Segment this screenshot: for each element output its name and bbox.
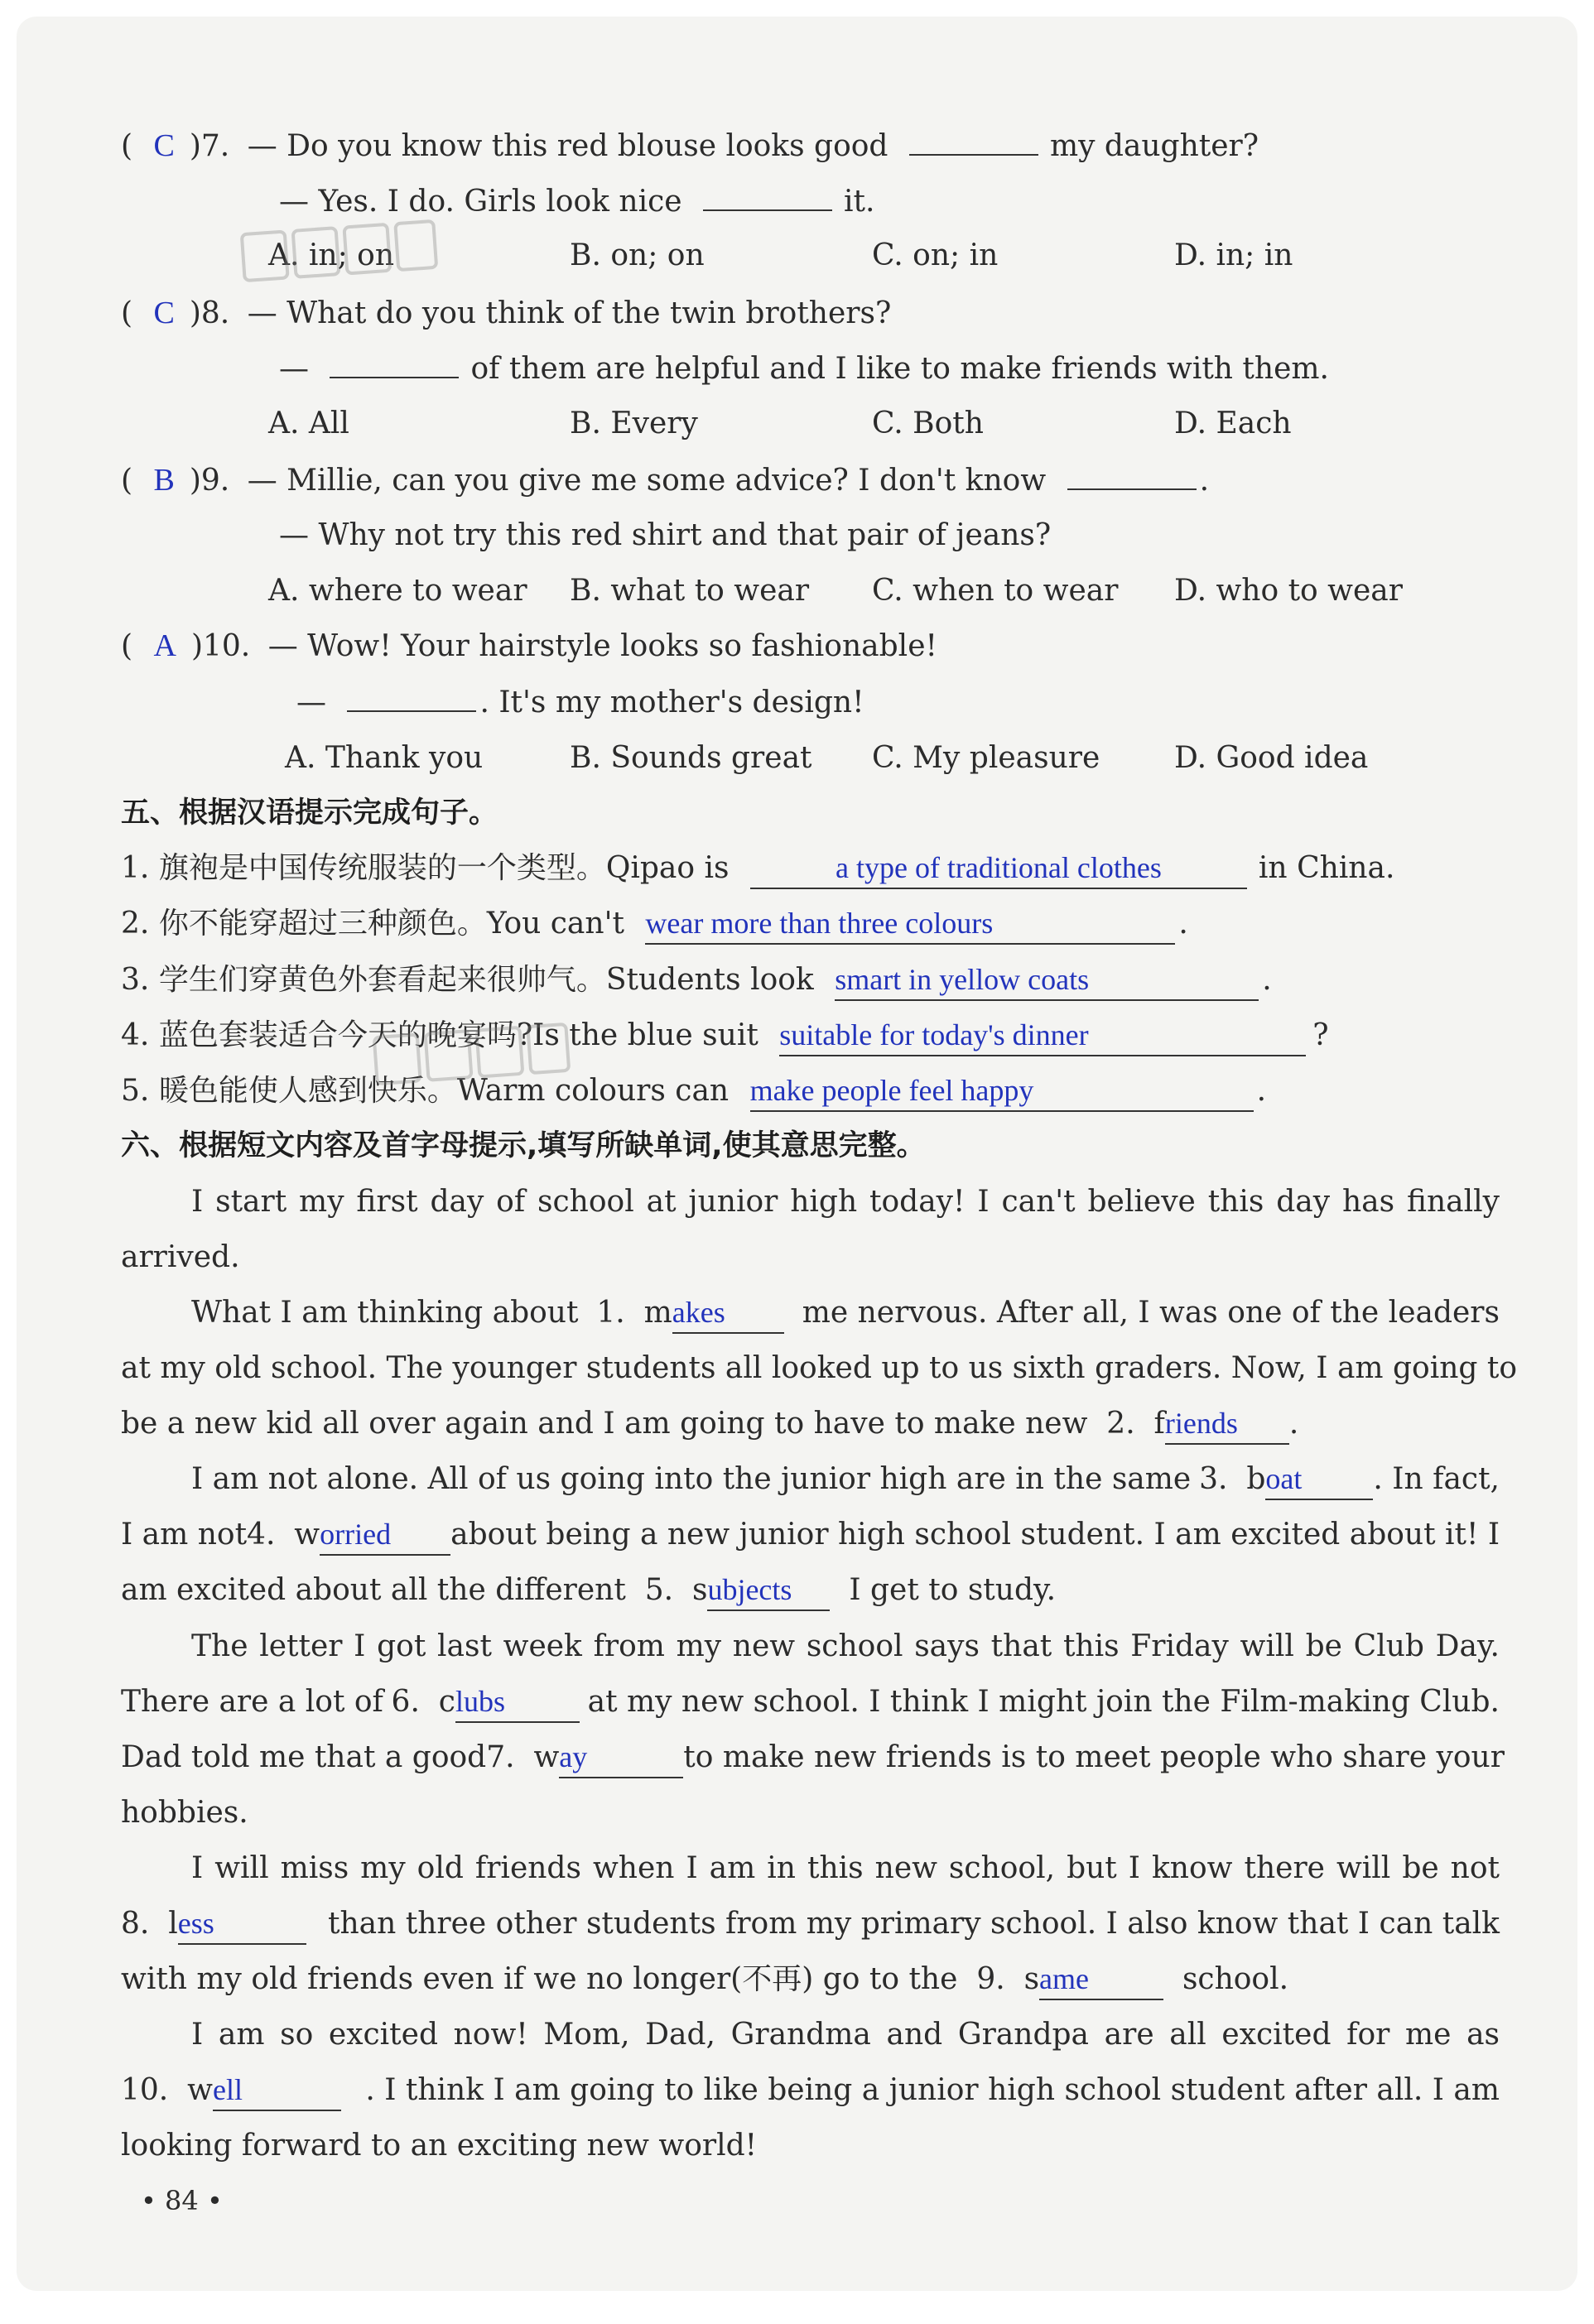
gap-fill-7[interactable]: ay (559, 1740, 683, 1778)
passage-line: I am not alone. All of us going into the junior high are in the same 3. boat . In fact, (191, 1455, 1500, 1504)
passage-line: There are a lot of 6. clubs at my new school. I think I might join the Film-making Club. (121, 1677, 1500, 1727)
option-b[interactable]: B. Every (570, 407, 698, 440)
gap-fill-6[interactable]: lubs (455, 1685, 580, 1723)
gap-fill-10[interactable]: ell (213, 2073, 341, 2111)
option-a[interactable]: A. Thank you (285, 741, 484, 775)
question-8-options (17, 399, 1577, 449)
passage-line: looking forward to an exciting new world! (121, 2129, 758, 2163)
question-8: ( C )8. — What do you think of the twin brothers? (121, 296, 892, 330)
question-10-reply: — . It's my mother's design! (296, 677, 864, 727)
option-d[interactable]: D. in; in (1174, 238, 1293, 272)
option-a[interactable]: A. All (268, 407, 349, 440)
watermark (238, 213, 441, 302)
gap-fill-9[interactable]: ame (1039, 1962, 1163, 2000)
sentence-2: 2. 你不能穿超过三种颜色。You can't wear more than three colours . (121, 899, 1188, 949)
passage-line: I am so excited now! Mom, Dad, Grandma and Grandpa are all excited for me as (191, 2018, 1500, 2052)
gap-fill-2[interactable]: riends (1165, 1407, 1289, 1445)
sentence-5: 5. 暖色能使人感到快乐。Warm colours can make people feel happy . (121, 1066, 1266, 1116)
answer-field[interactable]: a type of traditional clothes (750, 851, 1247, 889)
passage-line: I will miss my old friends when I am in this new school, but I know there will be not (191, 1851, 1500, 1885)
blank[interactable] (330, 344, 459, 378)
section-5-heading: 五、根据汉语提示完成句子。 (121, 796, 498, 830)
blank[interactable] (909, 121, 1038, 156)
sentence-1: 1. 旗袍是中国传统服装的一个类型。Qipao is a type of traditional clothes in China. (121, 844, 1394, 893)
question-9-reply: — Why not try this red shirt and that pair of jeans? (279, 518, 1052, 552)
worksheet-page (17, 17, 1577, 2291)
sentence-3: 3. 学生们穿黄色外套看起来很帅气。Students look smart in yellow coats . (121, 955, 1272, 1005)
option-b[interactable]: B. on; on (570, 238, 705, 272)
question-8-reply: — of them are helpful and I like to make friends with them. (279, 344, 1329, 393)
answer-field[interactable]: smart in yellow coats (835, 963, 1259, 1001)
passage-line: hobbies. (121, 1796, 248, 1830)
watermark-logo-icon (238, 213, 441, 293)
section-6-heading: 六、根据短文内容及首字母提示,填写所缺单词,使其意思完整。 (121, 1129, 926, 1162)
passage-line: I start my first day of school at junior high today! I can't believe this day has finally (191, 1185, 1500, 1219)
option-a[interactable]: A. where to wear (268, 574, 527, 608)
watermark-logo-icon (370, 1016, 573, 1096)
question-10-options (17, 734, 1577, 783)
option-d[interactable]: D. who to wear (1174, 574, 1403, 608)
option-c[interactable]: C. My pleasure (872, 741, 1100, 775)
question-7: ( C )7. — Do you know this red blouse looks good my daughter? (121, 121, 1259, 171)
passage-line: What I am thinking about 1. makes me nervous. After all, I was one of the leaders (191, 1288, 1500, 1338)
blank[interactable] (703, 176, 832, 211)
gap-fill-8[interactable]: ess (178, 1907, 306, 1945)
sentence-4: 4. 蓝色套装适合今天的晚宴吗?Is the blue suit suitable for today's dinner ? (121, 1011, 1329, 1061)
question-9: ( B )9. — Millie, can you give me some advice? I don't know . (121, 455, 1209, 505)
answer-letter[interactable]: C (153, 128, 175, 163)
passage-line: The letter I got last week from my new school says that this Friday will be Club Day. (191, 1629, 1500, 1663)
passage-line: at my old school. The younger students all looked up to us sixth graders. Now, I am going to (121, 1351, 1518, 1385)
passage-line: am excited about all the different 5. subjects I get to study. (121, 1566, 1056, 1615)
gap-fill-5[interactable]: ubjects (707, 1573, 830, 1611)
passage-line: arrived. (121, 1240, 240, 1274)
gap-fill-1[interactable]: akes (672, 1296, 784, 1334)
option-c[interactable]: C. on; in (872, 238, 999, 272)
watermark (370, 1016, 574, 1105)
gap-fill-3[interactable]: oat (1265, 1462, 1373, 1500)
option-d[interactable]: D. Good idea (1174, 741, 1369, 775)
answer-field[interactable]: wear more than three colours (645, 907, 1175, 945)
page-number: • 84 • (141, 2185, 223, 2216)
option-d[interactable]: D. Each (1174, 407, 1292, 440)
passage-line: be a new kid all over again and I am going to have to make new 2. friends . (121, 1399, 1298, 1449)
answer-letter[interactable]: A (153, 628, 176, 663)
question-10: ( A )10. — Wow! Your hairstyle looks so fashionable! (121, 628, 937, 663)
question-7-reply: — Yes. I do. Girls look nice it. (279, 176, 874, 226)
option-b[interactable]: B. what to wear (570, 574, 810, 608)
option-b[interactable]: B. Sounds great (570, 741, 812, 775)
option-a[interactable]: A. in; on (268, 238, 395, 272)
passage-line: with my old friends even if we no longer(不再) go to the 9. same school. (121, 1955, 1288, 2004)
passage-line: I am not 4. worried about being a new junior high school student. I am excited about it! I (121, 1510, 1500, 1560)
answer-letter[interactable]: B (153, 463, 175, 498)
gap-fill-4[interactable]: orried (320, 1518, 450, 1556)
answer-field[interactable]: suitable for today's dinner (779, 1018, 1306, 1056)
passage-line: Dad told me that a good 7. way to make new friends is to meet people who share your (121, 1733, 1500, 1783)
answer-field[interactable]: make people feel happy (750, 1074, 1254, 1112)
passage-line: 10. well . I think I am going to like being a junior high school student after all. I am (121, 2066, 1500, 2115)
question-9-options (17, 566, 1577, 616)
option-c[interactable]: C. Both (872, 407, 984, 440)
option-c[interactable]: C. when to wear (872, 574, 1119, 608)
blank[interactable] (1067, 455, 1197, 490)
blank[interactable] (347, 677, 476, 712)
passage-line: 8. less than three other students from my primary school. I also know that I can talk (121, 1899, 1500, 1949)
answer-letter[interactable]: C (153, 296, 175, 330)
